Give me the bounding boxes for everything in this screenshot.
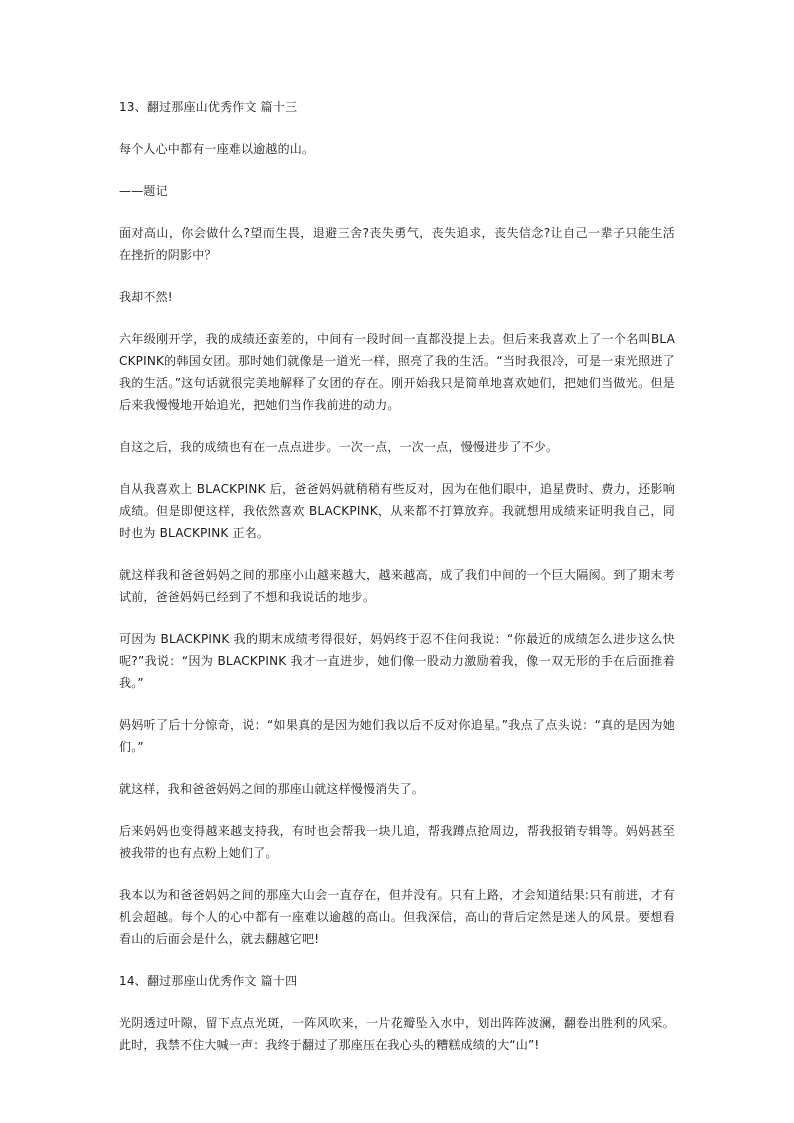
paragraph: 就这样，我和爸爸妈妈之间的那座山就这样慢慢消失了。 — [119, 782, 425, 796]
section-heading-13: 13、翻过那座山优秀作文 篇十三 — [119, 100, 298, 114]
paragraph: 自这之后，我的成绩也有在一点点进步。一次一点，一次一点，慢慢进步了不少。 — [119, 440, 559, 454]
paragraph: 就这样我和爸爸妈妈之间的那座小山越来越大，越来越高，成了我们中间的一个巨大隔阂。到了期末考试前，爸爸妈妈已经到了不想和我说话的地步。 — [119, 568, 675, 604]
paragraph: 自从我喜欢上 BLACKPINK 后，爸爸妈妈就稍稍有些反对，因为在他们眼中，追星费时、费力，还影响成绩。但是即便这样，我依然喜欢 BLACKPINK，从来都不打算放弃。我就想用成绩来证明我自己，同时也为 BLACKPINK 正名。 — [119, 482, 675, 540]
paragraph: 六年级刚开学，我的成绩还蛮差的，中间有一段时间一直都没提上去。但后来我喜欢上了一个名叫BLACKPINK的韩国女团。那时她们就像是一道光一样，照亮了我的生活。“当时我很冷，可是一束光照进了我的生活。”这句话就很完美地解释了女团的存在。刚开始我只是简单地喜欢她们，把她们当做光。但是后来我慢慢地开始追光，把她们当作我前进的动力。 — [119, 332, 675, 412]
epigraph-attribution: ——题记 — [119, 184, 168, 198]
section-heading-14: 14、翻过那座山优秀作文 篇十四 — [119, 974, 298, 988]
paragraph: 光阴透过叶隙，留下点点光斑，一阵风吹来，一片花瓣坠入水中，划出阵阵波澜，翻卷出胜利的风采。此时，我禁不住大喊一声：我终于翻过了那座压在我心头的糟糕成绩的大“山”! — [119, 1016, 675, 1052]
paragraph: 我却不然! — [119, 290, 173, 304]
paragraph: 后来妈妈也变得越来越支持我，有时也会帮我一块儿追，帮我蹲点抢周边，帮我报销专辑等。妈妈甚至被我带的也有点粉上她们了。 — [119, 824, 675, 860]
paragraph: 面对高山，你会做什么?望而生畏，退避三舍?丧失勇气，丧失追求，丧失信念?让自己一辈子只能生活在挫折的阴影中？ — [119, 226, 675, 262]
document-page — [119, 96, 675, 1076]
paragraph: 我本以为和爸爸妈妈之间的那座大山会一直存在，但并没有。只有上路，才会知道结果:只有前进，才有机会超越。每个人的心中都有一座难以逾越的高山。但我深信，高山的背后定然是迷人的风景。要想看看山的后面会是什么，就去翻越它吧! — [119, 888, 675, 946]
paragraph: 可因为 BLACKPINK 我的期末成绩考得很好，妈妈终于忍不住问我说：“你最近的成绩怎么进步这么快呢?”我说：“因为 BLACKPINK 我才一直进步，她们像一股动力激励着我，像一双无形的手在后面推着我。” — [119, 632, 675, 690]
opening-line: 每个人心中都有一座难以逾越的山。 — [119, 142, 315, 156]
paragraph: 妈妈听了后十分惊奇，说：“如果真的是因为她们我以后不反对你追星。”我点了点头说：“真的是因为她们。” — [119, 718, 675, 754]
